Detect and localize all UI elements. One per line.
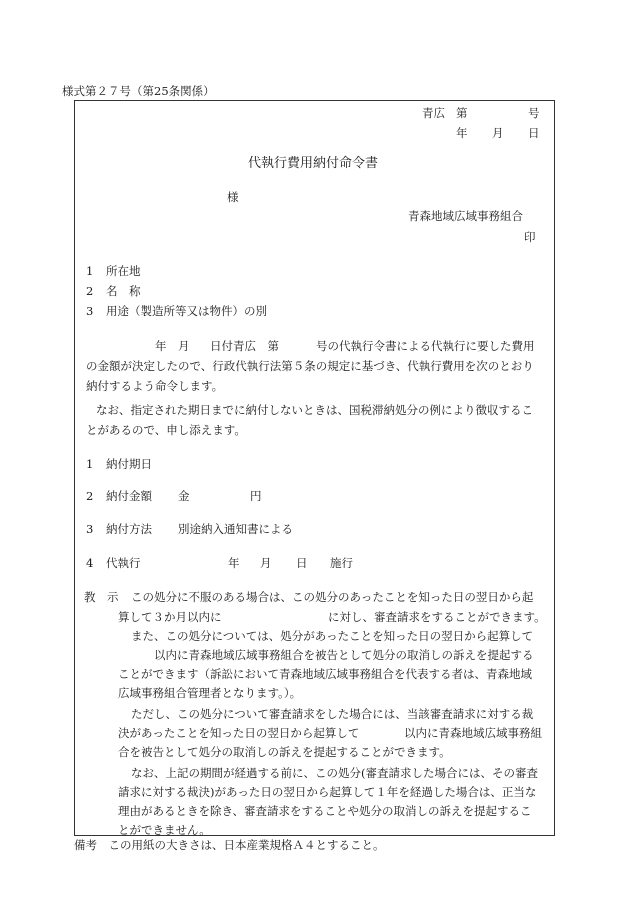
body-text-a: 日付青広 第 — [210, 339, 279, 353]
date-year: 年 — [456, 126, 468, 140]
payment-2-num: 2 — [86, 489, 94, 503]
instruction-label: 教 示 — [84, 590, 119, 604]
instruction-line-11: 請求に対する裁決)があった日の翌日から起算して１年を経過した場合は、正当な — [118, 785, 537, 799]
payment-4-month: 月 — [260, 556, 272, 570]
item-1-num: 1 — [86, 264, 94, 278]
seal-mark: 印 — [524, 230, 536, 244]
instruction-line-13: とができません。 — [118, 823, 211, 837]
payment-1-label: 納付期日 — [106, 457, 152, 471]
body-line-2: の金額が決定したので、行政代執行法第５条の規定に基づき、代執行費用を次のとおり — [86, 359, 534, 373]
payment-2-suffix: 円 — [250, 489, 262, 503]
instruction-line-6: 広域事務組合管理者となります。）。 — [118, 686, 302, 700]
instruction-line-8b: 以内に青森地域広域事務組 — [404, 726, 542, 740]
payment-2-label: 納付金額 — [106, 489, 152, 503]
sender-name: 青森地域広域事務組合 — [408, 209, 523, 223]
item-2-label: 名 称 — [106, 284, 141, 298]
item-3-num: 3 — [86, 304, 94, 318]
instruction-line-7: ただし、この処分について審査請求をした場合には、当該審査請求に対する裁 — [131, 707, 534, 721]
body-month: 月 — [178, 339, 190, 353]
item-3-label: 用途（製造所等又は物件）の別 — [106, 304, 267, 318]
body-text-b: 号の代執行令書による代執行に要した費用 — [316, 339, 535, 353]
instruction-line-3: また、この処分については、処分があったことを知った日の翌日から起算して — [131, 629, 534, 643]
body-line-3: 納付するよう命令します。 — [86, 379, 224, 393]
body-year: 年 — [155, 339, 167, 353]
document-title: 代執行費用納付命令書 — [248, 156, 379, 171]
instruction-line-10: なお、上記の期間が経過する前に、この処分(審査請求した場合には、その審査 — [131, 766, 538, 780]
item-2-num: 2 — [86, 284, 94, 298]
footer-note: 備考 この用紙の大きさは、日本産業規格Ａ４とすること。 — [74, 838, 385, 852]
payment-4-day: 日 — [296, 556, 308, 570]
instruction-line-12: 理由があるときを除き、審査請求をすることや処分の取消しの訴えを提起するこ — [118, 804, 532, 818]
instruction-line-8a: 決があったことを知った日の翌日から起算して — [118, 726, 360, 740]
instruction-line-5: ことができます（訴訟において青森地域広域事務組合を代表する者は、青森地域 — [118, 667, 532, 681]
number-go: 号 — [528, 106, 540, 120]
payment-4-label: 代執行 — [106, 556, 141, 570]
date-month: 月 — [492, 126, 504, 140]
addressee-suffix: 様 — [227, 190, 239, 204]
payment-3-num: 3 — [86, 522, 94, 536]
item-1-label: 所在地 — [106, 264, 141, 278]
body-line-4: なお、指定された期日までに納付しないときは、国税滞納処分の例により徴収するこ — [96, 403, 533, 417]
payment-4-suffix: 施行 — [330, 556, 353, 570]
payment-1-num: 1 — [86, 457, 94, 471]
form-label: 様式第２７号（第25条関係） — [62, 84, 215, 98]
instruction-line-4: 以内に青森地域広域事務組合を被告として処分の取消しの訴えを提起する — [154, 648, 534, 662]
payment-4-year: 年 — [228, 556, 240, 570]
instruction-line-9: 合を被告として処分の取消しの訴えを提起することができます。 — [118, 745, 451, 759]
instruction-line-2a: 算して３か月以内に — [118, 610, 222, 624]
payment-3-value: 別途納入通知書による — [178, 522, 293, 536]
payment-2-prefix: 金 — [178, 489, 190, 503]
date-day: 日 — [528, 126, 540, 140]
instruction-line-2b: に対し、審査請求をすることができます。 — [328, 610, 546, 624]
payment-4-num: 4 — [86, 556, 94, 570]
instruction-line-1: この処分に不服のある場合は、この処分のあったことを知った日の翌日から起 — [131, 590, 534, 604]
number-dai: 第 — [456, 106, 468, 120]
issuer-prefix: 青広 — [422, 106, 445, 120]
body-line-5: とがあるので、申し添えます。 — [86, 423, 246, 437]
payment-3-label: 納付方法 — [106, 522, 152, 536]
